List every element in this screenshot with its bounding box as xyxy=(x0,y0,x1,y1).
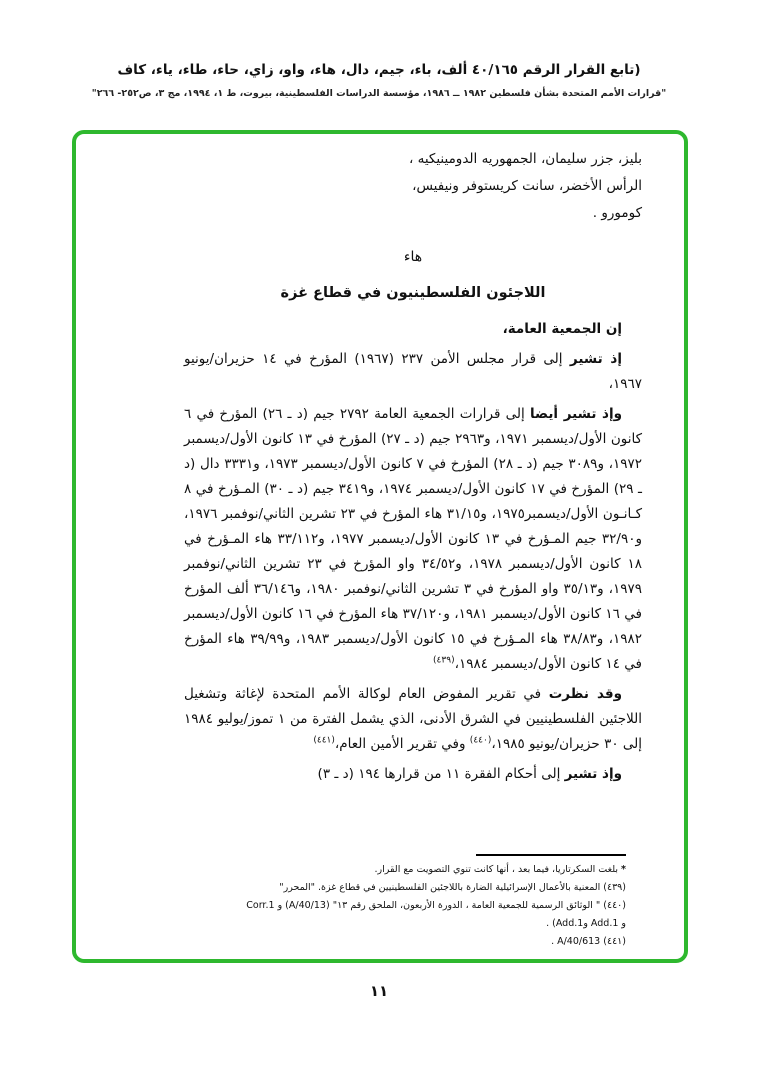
paragraph-text: إلى قرارات الجمعية العامة ٢٧٩٢ جيم (د ـ ٢٦) المؤرخ في ٦ كانون الأول/ديسمبر ١٩٧١، و٢٩٦٣ جيم (د ـ ٢٧) المؤرخ في ١٣ كانون الأول/ديسمبر ١٩٧٢، و٣٠٨٩ جيم (د ـ ٢٨) المؤرخ في ٧ كانون الأول/ديسمبر ١٩٧٣، و٣٣٣١ دال (د ـ ٢٩) المؤرخ في ١٧ كانون الأول/ديسمبر ١٩٧٤، و٣٤١٩ جيم (د ـ ٣٠) المـؤرخ في ٨ كـانـون الأول/ديسمبر١٩٧٥، و٣١/١٥ هاء المؤرخ في ٢٣ تشرين الثاني/نوفمبر ١٩٧٦، و٣٢/٩٠ جيم المـؤرخ في ١٣ كانون الأول/ديسمبر ١٩٧٧، و٣٣/١١٢ هاء المـؤرخ في ١٨ كانون الأول/ديسمبر ١٩٧٨، و٣٤/٥٢ واو المؤرخ في ٢٣ تشرين الثاني/نوفمبر ١٩٧٩، و٣٥/١٣ واو المؤرخ في ٣ تشرين الثاني/نوفمبر ١٩٨٠، و٣٦/١٤٦ ألف المؤرخ في ١٦ كانون الأول/ديسمبر ١٩٨١، و٣٧/١٢٠ هاء المؤرخ في ١٦ كانون الأول/ديسمبر ١٩٨٢، و٣٨/٨٣ هاء المـؤرخ في ١٥ كانون الأول/ديسمبر ١٩٨٣، و٣٩/٩٩ هاء المؤرخ في ١٤ كانون الأول/ديسمبر ١٩٨٤، xyxy=(184,406,643,672)
document-source-citation: "قرارات الأمم المتحدة بشأن فلسطين ١٩٨٢ ــ ١٩٨٦، مؤسسة الدراسات الفلسطينية، بيروت، ط ١، ١٩٩٤، مج ٣، ص٢٥٢- ٢٦٦" xyxy=(91,88,667,99)
document-frame xyxy=(72,130,688,963)
paragraph-recall-sc237 xyxy=(184,347,642,397)
footnote-ref-439: (٤٣٩) xyxy=(433,655,455,666)
footnote-text: بلغت السكرتاريا، فيما بعد ، أنها كانت تنوي التصويت مع القرار. xyxy=(374,864,618,875)
footnote-441: (٤٤١) A/40/613 . xyxy=(551,936,626,947)
paragraph-text: إلى قرار مجلس الأمن ٢٣٧ (١٩٦٧) المؤرخ في ١٤ حزيران/يونيو ١٩٦٧، xyxy=(184,351,642,392)
asterisk-marker: * xyxy=(621,864,626,875)
paragraph-text: وفي تقرير الأمين العام، xyxy=(334,736,470,752)
page-number: ١١ xyxy=(369,982,389,1000)
footnote-ref-441: (٤٤١) xyxy=(313,735,335,746)
paragraph-lead: إن الجمعية العامة، xyxy=(502,321,622,337)
paragraph-lead: وقد نظرت xyxy=(548,686,622,702)
paragraph-lead: إذ تشير xyxy=(569,351,622,367)
paragraph-text: إلى أحكام الفقرة ١١ من قرارها ١٩٤ (د ـ ٣) xyxy=(317,766,565,782)
footnote-439: (٤٣٩) المعنية بالأعمال الإسرائيلية الضارة باللاجئين الفلسطينيين في قطاع غزة. "المحرر" xyxy=(279,882,626,893)
document-title: (تابع القرار الرقم ٤٠/١٦٥ ألف، باء، جيم، دال، هاء، واو، زاي، حاء، طاء، ياء، كاف xyxy=(117,62,641,78)
paragraph-text: في تقرير المفوض العام لوكالة الأمم المتحدة لإغاثة وتشغيل اللاجئين الفلسطينيين في الشرق الأدنى، الذي يشمل الفترة من ١ تموز/يوليو ١٩٨٤ إلى ٣٠ حزيران/يونيو ١٩٨٥، xyxy=(184,686,642,752)
paragraph-recall-194 xyxy=(184,762,642,787)
footnote-separator-rule xyxy=(476,854,626,856)
footnote-ref-440: (٤٤٠) xyxy=(469,735,492,746)
sponsor-countries-block: بليز، جزر سليمان، الجمهوريه الدومينيكيه ، الرأس الأخضر، سانت كريستوفر ونيفيس، كومورو . xyxy=(408,151,642,221)
footnote-star xyxy=(240,861,626,879)
document-content xyxy=(184,142,642,959)
section-letter: هاء xyxy=(403,249,423,265)
footnotes-section xyxy=(240,854,626,951)
paragraph-lead: وإذ تشير أيضا xyxy=(529,406,622,422)
paragraph-preamble xyxy=(184,317,642,342)
resolution-body xyxy=(184,317,642,787)
section-title: اللاجئون الفلسطينيون في قطاع غزة xyxy=(280,285,546,301)
paragraph-considered-report xyxy=(184,682,642,757)
footnote-440: (٤٤٠) " الوثائق الرسمية للجمعية العامة ، الدورة الأربعون، الملحق رقم ١٣" (A/40/13) و Corr.1 و Add.1 وAdd.1) . xyxy=(246,900,626,929)
paragraph-lead: وإذ تشير xyxy=(564,766,622,782)
page-header xyxy=(0,0,758,99)
paragraph-recall-ga-resolutions xyxy=(184,402,642,677)
